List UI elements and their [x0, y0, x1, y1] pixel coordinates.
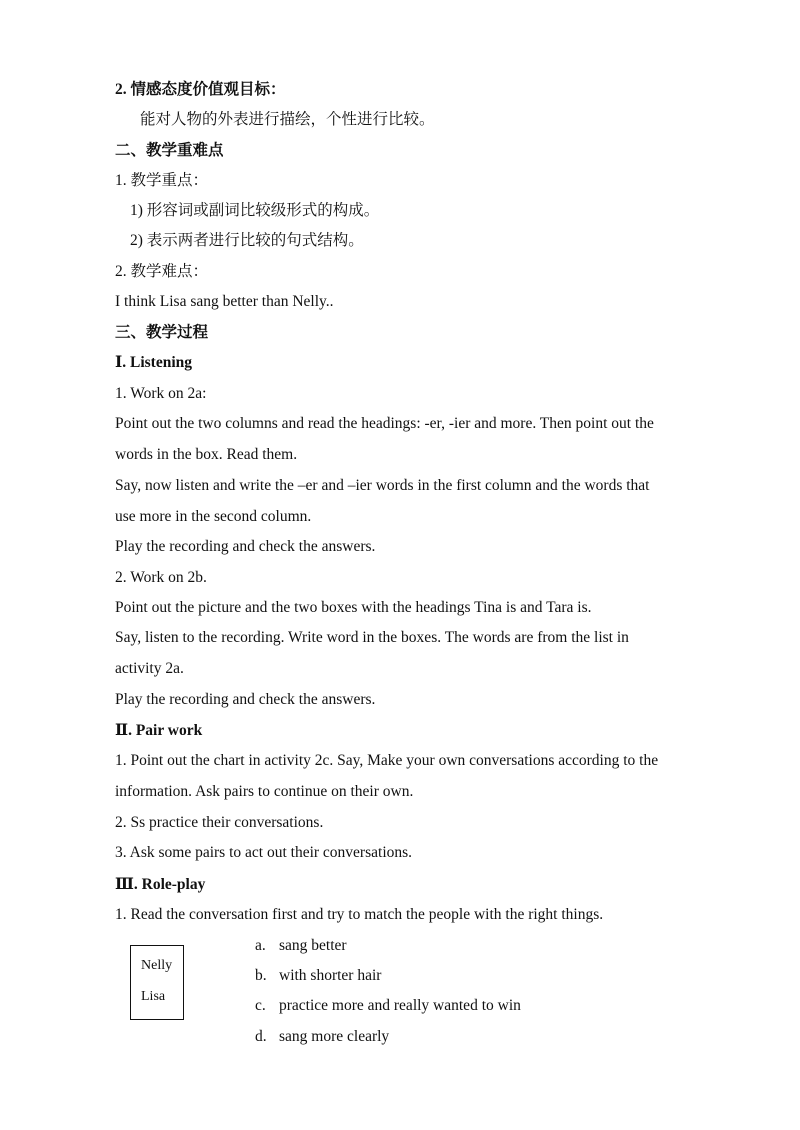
option-letter: c.	[255, 997, 266, 1014]
key-point-2: 2) 表示两者进行比较的句式结构。	[130, 232, 364, 249]
option-item	[255, 966, 381, 986]
section-heading-key-points: 二、教学重难点	[115, 142, 224, 159]
step-work-2a: 1. Work on 2a:	[115, 385, 207, 402]
difficult-point-heading: 2. 教学难点：	[115, 263, 209, 280]
paragraph-line: Play the recording and check the answers.	[115, 691, 376, 708]
paragraph-line: Point out the picture and the two boxes with the headings Tina is and Tara is.	[115, 599, 592, 616]
option-item	[255, 936, 347, 956]
paragraph-line: information. Ask pairs to continue on their own.	[115, 783, 414, 800]
paragraph-line: Play the recording and check the answers.	[115, 538, 376, 555]
option-item	[255, 1027, 389, 1047]
paragraph-line: Point out the two columns and read the headings: -er, -ier and more. Then point out the	[115, 415, 654, 432]
name-label: Nelly	[141, 958, 173, 973]
name-label: Lisa	[141, 989, 166, 1004]
option-item	[255, 996, 521, 1016]
step-work-2b: 2. Work on 2b.	[115, 569, 207, 586]
option-letter: a.	[255, 937, 266, 954]
part-heading-pair-work: Ⅱ. Pair work	[115, 722, 203, 739]
section-heading-process: 三、教学过程	[115, 324, 209, 341]
part-heading-role-play: Ⅲ. Role-play	[115, 876, 206, 893]
option-text: practice more and really wanted to win	[279, 997, 521, 1014]
part-heading-listening: Ⅰ. Listening	[115, 354, 193, 371]
paragraph-line: use more in the second column.	[115, 508, 312, 525]
option-text: sang better	[279, 937, 347, 954]
paragraph-line: 1. Read the conversation first and try to match the people with the right things.	[115, 906, 604, 923]
paragraph-line: words in the box. Read them.	[115, 446, 298, 463]
names-box	[130, 945, 184, 1020]
option-text: with shorter hair	[279, 967, 382, 984]
difficult-point-sentence: I think Lisa sang better than Nelly..	[115, 293, 334, 310]
paragraph-line: Say, listen to the recording. Write word in the boxes. The words are from the list in	[115, 629, 629, 646]
key-point-heading: 1. 教学重点：	[115, 172, 209, 189]
paragraph-line: activity 2a.	[115, 660, 184, 677]
option-letter: d.	[255, 1028, 267, 1045]
paragraph-line: 1. Point out the chart in activity 2c. Say, Make your own conversations according to the	[115, 752, 659, 769]
paragraph-line: Say, now listen and write the –er and –ier words in the first column and the words that	[115, 477, 650, 494]
key-point-1: 1) 形容词或副词比较级形式的构成。	[130, 202, 380, 219]
objective-text: 能对人物的外表进行描绘，个性进行比较。	[140, 111, 435, 128]
paragraph-line: 2. Ss practice their conversations.	[115, 814, 324, 831]
objective-heading: 2. 情感态度价值观目标：	[115, 81, 286, 98]
paragraph-line: 3. Ask some pairs to act out their conversations.	[115, 844, 413, 861]
option-text: sang more clearly	[279, 1028, 390, 1045]
option-letter: b.	[255, 967, 267, 984]
